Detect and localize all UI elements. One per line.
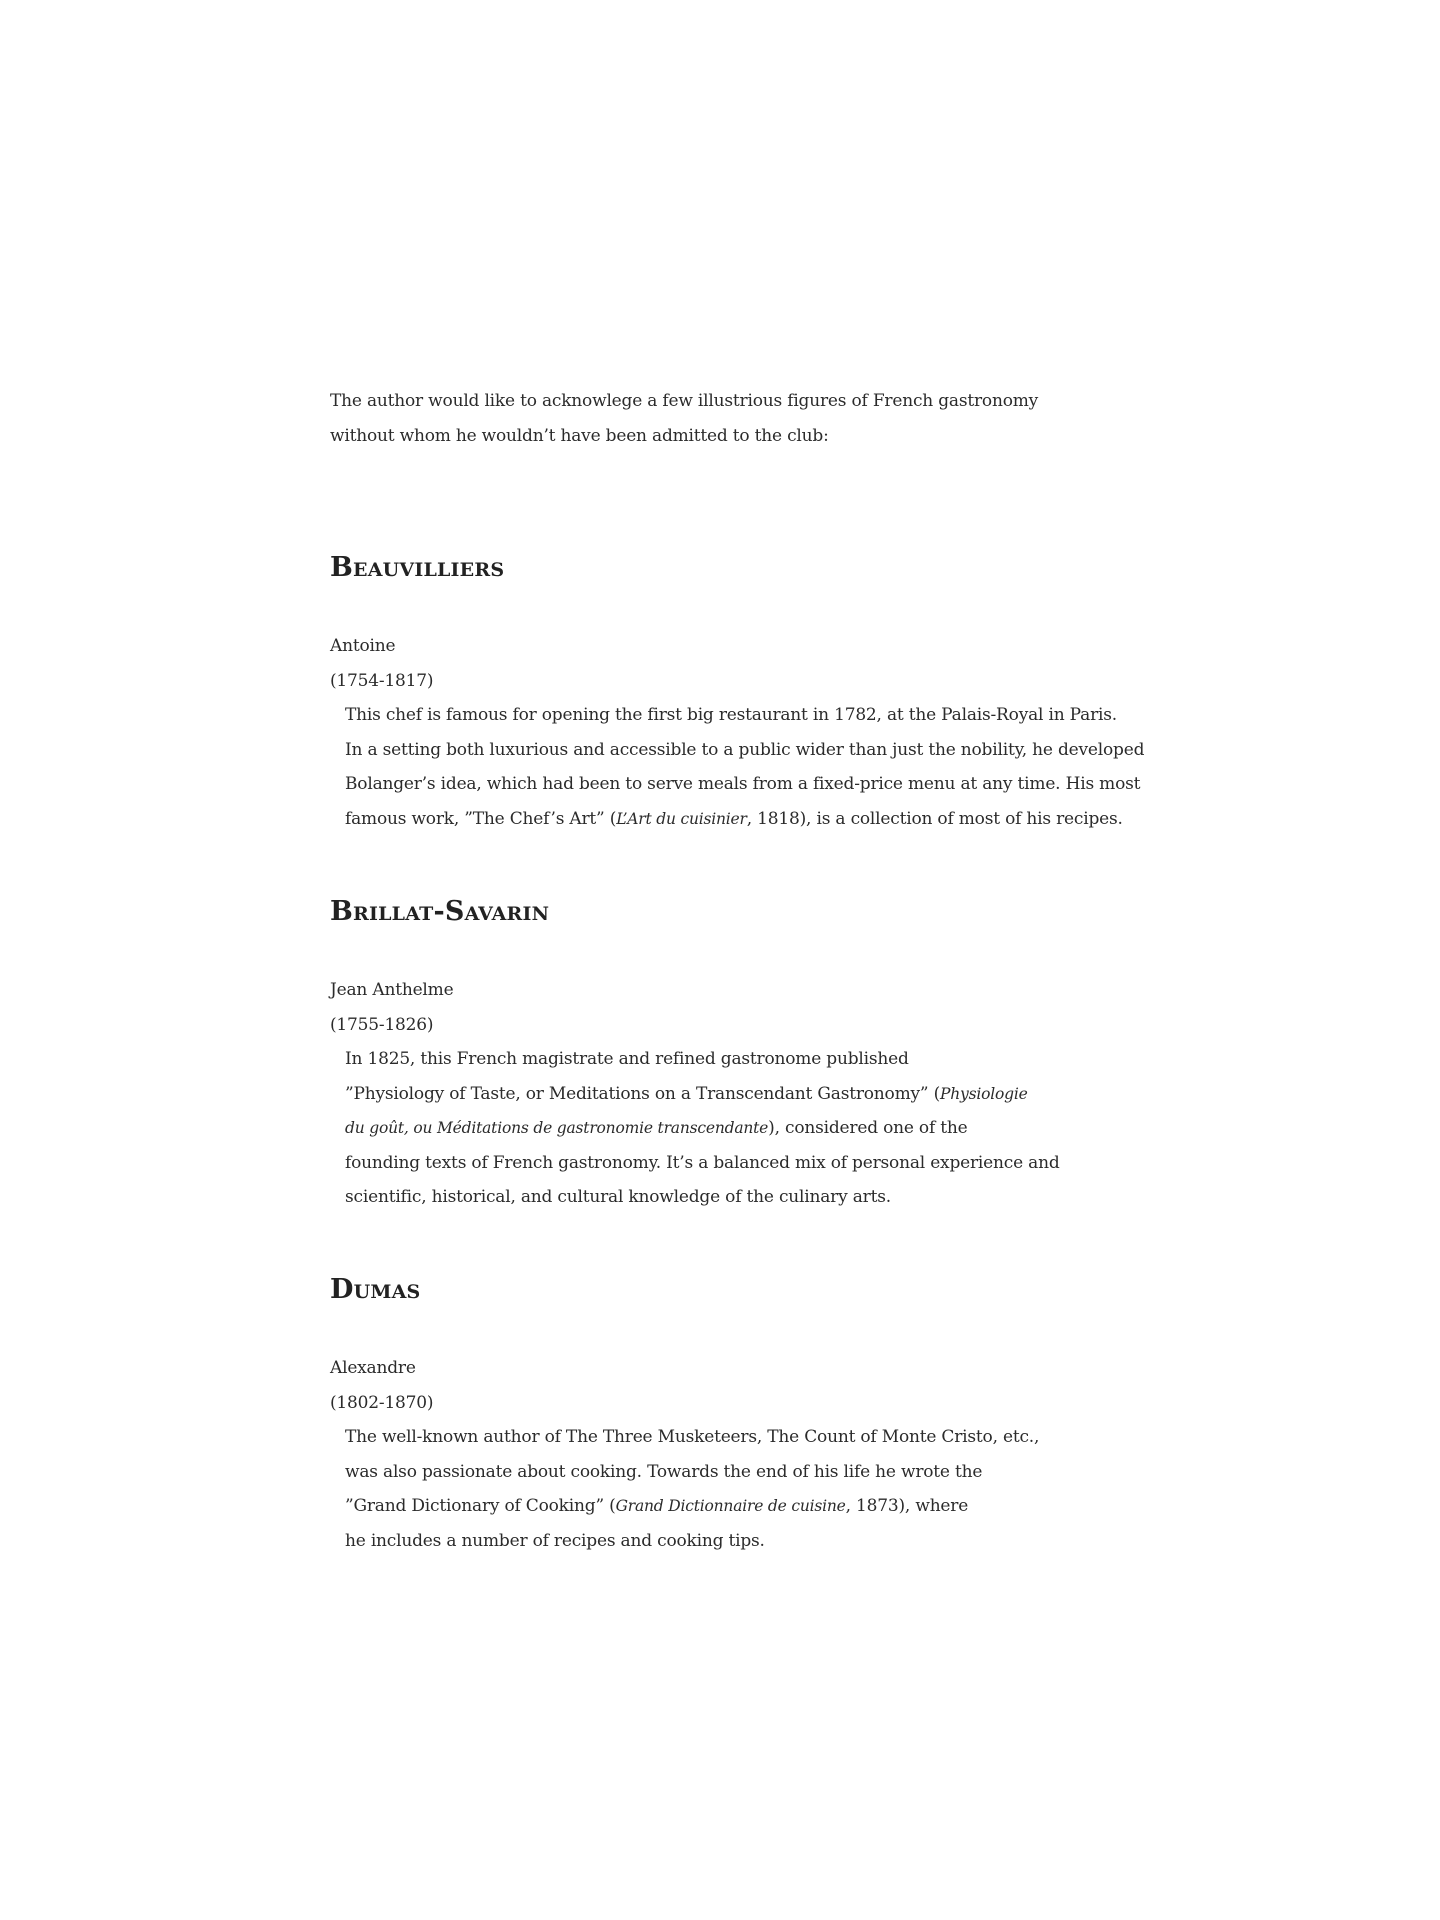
bio-text: famous work, ”The Chef’s Art” ( xyxy=(345,808,617,829)
bio-line: In 1825, this French magistrate and refined gastronome published xyxy=(345,1049,909,1069)
intro-line: The author would like to acknowlege a few illustrious figures of French gastronomy xyxy=(330,391,1039,411)
bio-italic-title: L’Art du cuisinier xyxy=(616,809,747,828)
bio-text: ), considered one of the xyxy=(768,1118,968,1138)
figure-beauvilliers xyxy=(330,552,1145,836)
figure-first-name: Jean Anthelme xyxy=(330,980,454,1000)
figure-years: (1802-1870) xyxy=(330,1392,434,1413)
bio-line xyxy=(345,1077,1130,1112)
intro-line: without whom he wouldn’t have been admitted to the club: xyxy=(330,425,829,446)
bio-line: founding texts of French gastronomy. It’s a balanced mix of personal experience and xyxy=(345,1152,1060,1173)
figure-years: (1755-1826) xyxy=(330,1014,434,1035)
figure-years: (1754-1817) xyxy=(330,670,434,691)
figure-brillat-savarin xyxy=(330,896,1130,1215)
bio-line: The well-known author of The Three Musketeers, The Count of Monte Cristo, etc., xyxy=(345,1427,1040,1447)
bio-text: , 1873), where xyxy=(845,1496,969,1516)
bio-line: Bolanger’s idea, which had been to serve meals from a fixed-price menu at any time. His most xyxy=(345,774,1141,794)
bio-line: In a setting both luxurious and accessible to a public wider than just the nobility, he developed xyxy=(345,739,1145,760)
bio-line xyxy=(345,1489,1130,1524)
bio-line xyxy=(345,1111,1130,1146)
bio-line xyxy=(345,802,1130,837)
bio-text: , 1818), is a collection of most of his recipes. xyxy=(746,808,1123,829)
bio-text: ”Grand Dictionary of Cooking” ( xyxy=(345,1496,616,1516)
figure-dumas xyxy=(330,1274,1130,1558)
figure-bio xyxy=(330,1420,1130,1558)
figure-first-name: Antoine xyxy=(330,636,396,656)
bio-italic-title: du goût, ou Méditations de gastronomie transcendante xyxy=(345,1119,769,1137)
bio-italic-title: Physiologie xyxy=(940,1084,1028,1103)
bio-line: This chef is famous for opening the first big restaurant in 1782, at the Palais-Royal in Paris. xyxy=(345,705,1117,725)
figure-surname: Dumas xyxy=(330,1274,421,1305)
figure-surname: Brillat-Savarin xyxy=(330,896,550,927)
intro-paragraph xyxy=(330,384,1110,453)
bio-line: was also passionate about cooking. Towards the end of his life he wrote the xyxy=(345,1461,983,1482)
bio-line: scientific, historical, and cultural knowledge of the culinary arts. xyxy=(345,1187,891,1207)
figure-bio xyxy=(330,1042,1130,1215)
bio-italic-title: Grand Dictionnaire de cuisine xyxy=(615,1497,846,1515)
figure-first-name: Alexandre xyxy=(330,1358,416,1378)
bio-text: ”Physiology of Taste, or Meditations on a Transcendant Gastronomy” ( xyxy=(345,1083,941,1104)
figure-bio xyxy=(330,698,1145,836)
bio-line: he includes a number of recipes and cooking tips. xyxy=(345,1530,765,1551)
figure-surname: Beauvilliers xyxy=(330,552,505,583)
